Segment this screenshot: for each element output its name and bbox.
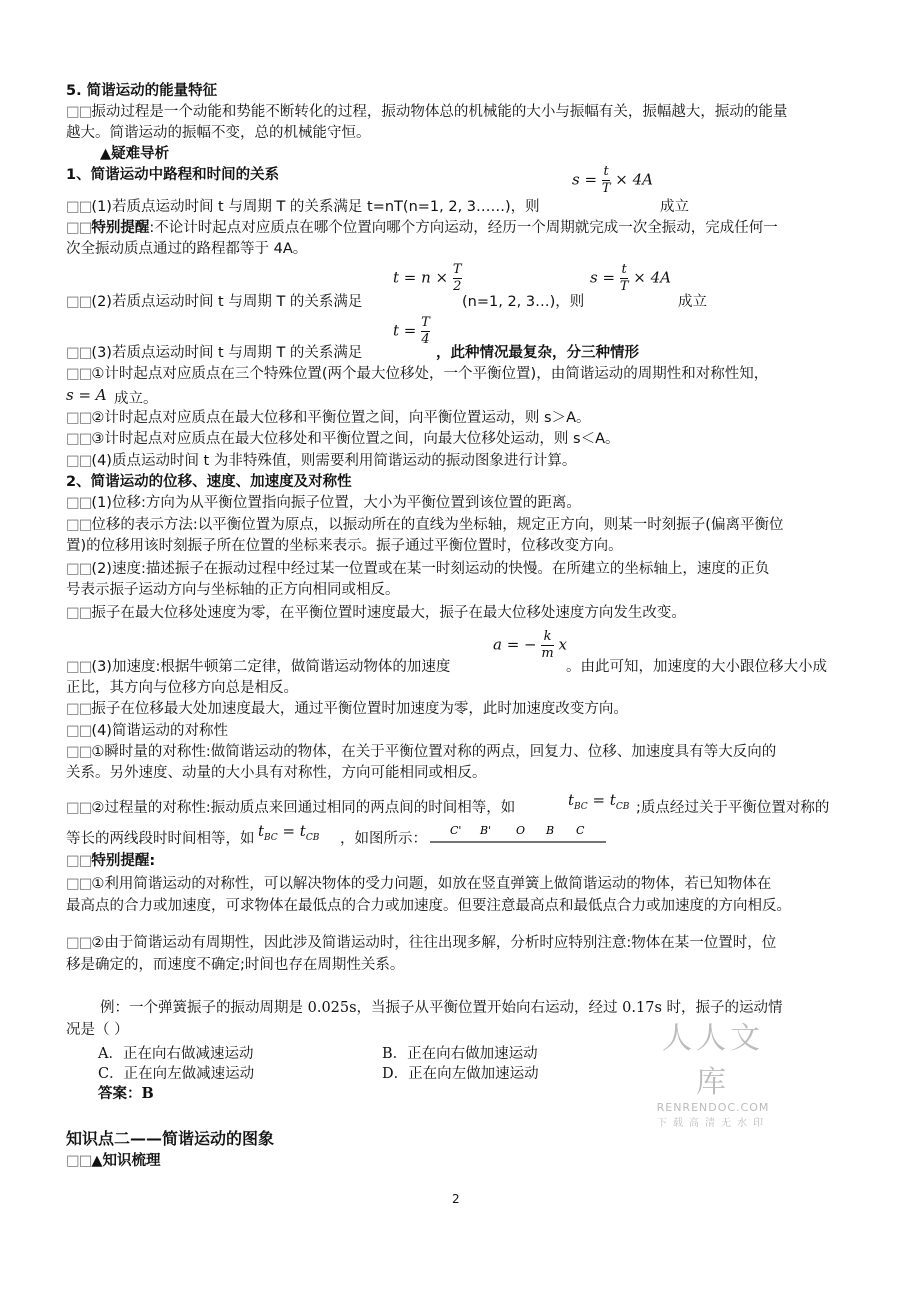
accel-def-b: 正比，其方向与位移方向总是相反。 — [66, 680, 298, 696]
displacement-repr-b: 置)的位移用该时刻振子所在位置的坐标来表示。振子通过平衡位置时，位移改变方向。 — [66, 538, 623, 554]
example-question-b: 况是（ ） — [66, 1022, 129, 1038]
label-c: C — [576, 824, 585, 837]
tip-2-title: □□特别提醒: — [66, 853, 156, 869]
formula-tbc-tcb-2: $t_{BC} = t_{CB}$ — [258, 822, 320, 843]
case-3-post: ，此种情况最复杂，分三种情形 — [436, 345, 639, 361]
tip-1b: 次全振动质点通过的路程都等于 4A。 — [66, 241, 308, 257]
case-2: □□(2)若质点运动时间 t 与周期 T 的关系满足 — [66, 294, 363, 310]
position-diagram — [428, 820, 608, 848]
case-3: □□(3)若质点运动时间 t 与周期 T 的关系满足 — [66, 345, 363, 361]
subcase-1: □□①计时起点对应质点在三个特殊位置(两个最大位移处，一个平衡位置)，由简谐运动的周期性和对称性知， — [66, 366, 769, 382]
symmetry-instant-b: 关系。另外速度、动量的大小具有对称性，方向可能相同或相反。 — [66, 765, 487, 781]
heading-path-time: 1、简谐运动中路程和时间的关系 — [66, 167, 280, 183]
subcase-2: □□②计时起点对应质点在最大位移和平衡位置之间，向平衡位置运动，则 s＞A。 — [66, 410, 591, 426]
accel-note: □□振子在位移最大处加速度最大，通过平衡位置时加速度为零，此时加速度改变方向。 — [66, 701, 628, 717]
displacement-def: □□(1)位移:方向为从平衡位置指向振子位置，大小为平衡位置到该位置的距离。 — [66, 495, 581, 511]
option-b: B．正在向右做加速运动 — [382, 1046, 538, 1062]
formula-a-kx-m: a = − $\frac{k}{m}$ x — [493, 629, 567, 661]
tip-1: □□特别提醒:不论计时起点对应质点在哪个位置向哪个方向运动，经历一个周期就完成一次全振动，完成任何一 — [66, 220, 778, 236]
velocity-def: □□(2)速度:描述振子在振动过程中经过某一位置或在某一时刻运动的快慢。在所建立的坐标轴上，速度的正负 — [66, 561, 770, 577]
case-1: □□(1)若质点运动时间 t 与周期 T 的关系满足 t=nT(n=1, 2, 3……)，则 — [66, 199, 540, 215]
subcase-3: □□③计时起点对应质点在最大位移处和平衡位置之间，向最大位移处运动，则 s＜A。 — [66, 431, 620, 447]
symmetry-process-post: ;质点经过关于平衡位置对称的 — [636, 800, 830, 816]
velocity-note: □□振子在最大位移处速度为零，在平衡位置时速度最大，振子在最大位移处速度方向发生改变。 — [66, 605, 686, 621]
symmetry-process: □□②过程量的对称性:振动质点来回通过相同的两点间的时间相等，如 — [66, 800, 516, 816]
option-c: C．正在向左做减速运动 — [98, 1066, 255, 1082]
label-o: O — [516, 824, 526, 837]
option-a: A．正在向右做减速运动 — [98, 1046, 254, 1062]
label-c-prime: C' — [450, 824, 462, 837]
symmetry-process-b-post: ，如图所示： — [340, 831, 427, 847]
watermark — [648, 1013, 778, 1129]
watermark-en: RENRENDOC.COM — [656, 1101, 770, 1114]
watermark-slogan: 下载高清无水印 — [657, 1118, 769, 1129]
page-number: 2 — [452, 1192, 460, 1206]
label-b: B — [546, 824, 555, 837]
displacement-repr: □□位移的表示方法:以平衡位置为原点，以振动所在的直线为坐标轴，规定正方向，则某一时刻振子(偏离平衡位 — [66, 517, 784, 533]
answer: 答案：B — [98, 1085, 154, 1102]
velocity-def-b: 号表示振子运动方向与坐标轴的正方向相同或相反。 — [66, 582, 400, 598]
symmetry-instant: □□①瞬时量的对称性:做简谐运动的物体，在关于平衡位置对称的两点，回复力、位移、加速度具有等大反向的 — [66, 744, 777, 760]
formula-t-nT2: t = n × $\frac{T}{2}$ — [393, 262, 462, 294]
case-1-post: 成立 — [660, 199, 689, 215]
symmetry-process-b: 等长的两线段时时间相等，如 — [66, 831, 255, 847]
tip-2-item-2: □□②由于简谐运动有周期性，因此涉及简谐运动时，往往出现多解，分析时应特别注意:物体在某一位置时，位 — [66, 935, 777, 951]
knowledge-sorting: □□▲知识梳理 — [66, 1153, 161, 1169]
tip-2-item-1: □□①利用简谐运动的对称性，可以解决物体的受力问题，如放在竖直弹簧上做简谐运动的物体，若已知物体在 — [66, 876, 772, 892]
case-4: □□(4)质点运动时间 t 为非特殊值，则需要利用简谐运动的振动图象进行计算。 — [66, 453, 577, 469]
heading-displacement: 2、简谐运动的位移、速度、加速度及对称性 — [66, 474, 352, 490]
paragraph: □□振动过程是一个动能和势能不断转化的过程，振动物体总的机械能的大小与振幅有关，振幅越大，振动的能量 — [66, 104, 788, 120]
watermark-cn: 人人文库 — [662, 1021, 764, 1100]
knowledge-point-2: 知识点二——简谐运动的图象 — [66, 1129, 275, 1148]
accel-def: □□(3)加速度:根据牛顿第二定律，做简谐运动物体的加速度 — [66, 659, 451, 675]
formula-s-4A: s = $\frac{t}{T}$ × 4A — [572, 164, 653, 196]
formula-tbc-tcb: $t_{BC} = t_{CB}$ — [568, 791, 630, 812]
option-d: D．正在向左做加速运动 — [382, 1066, 539, 1082]
example-question: 例：一个弹簧振子的振动周期是 0.025s，当振子从平衡位置开始向右运动，经过 0.17s 时，振子的运动情 — [100, 1000, 783, 1016]
formula-t-T4: t = $\frac{T}{4}$ — [393, 315, 430, 347]
case-2-mid: (n=1, 2, 3…)，则 — [462, 294, 585, 310]
subcase-1-post: 成立。 — [114, 391, 158, 407]
case-2-post: 成立 — [678, 294, 707, 310]
paragraph: 越大。简谐运动的振幅不变，总的机械能守恒。 — [66, 125, 371, 141]
symmetry-title: □□(4)简谐运动的对称性 — [66, 723, 228, 739]
label-b-prime: B' — [480, 824, 492, 837]
accel-def-post: 。由此可知，加速度的大小跟位移大小成 — [566, 659, 827, 675]
tip-2-item-2b: 移是确定的，而速度不确定;时间也存在周期性关系。 — [66, 957, 405, 973]
tip-2-item-1b: 最高点的合力或加速度，可求物体在最低点的合力或加速度。但要注意最高点和最低点合力或加速度的方向相反。 — [66, 898, 791, 914]
formula-s-4A-2: s = $\frac{t}{T}$ × 4A — [590, 262, 671, 294]
formula-s-A: s = A — [66, 386, 107, 404]
difficulty-title: ▲疑难导析 — [100, 146, 170, 162]
section-heading-energy: 5. 简谐运动的能量特征 — [66, 83, 218, 99]
